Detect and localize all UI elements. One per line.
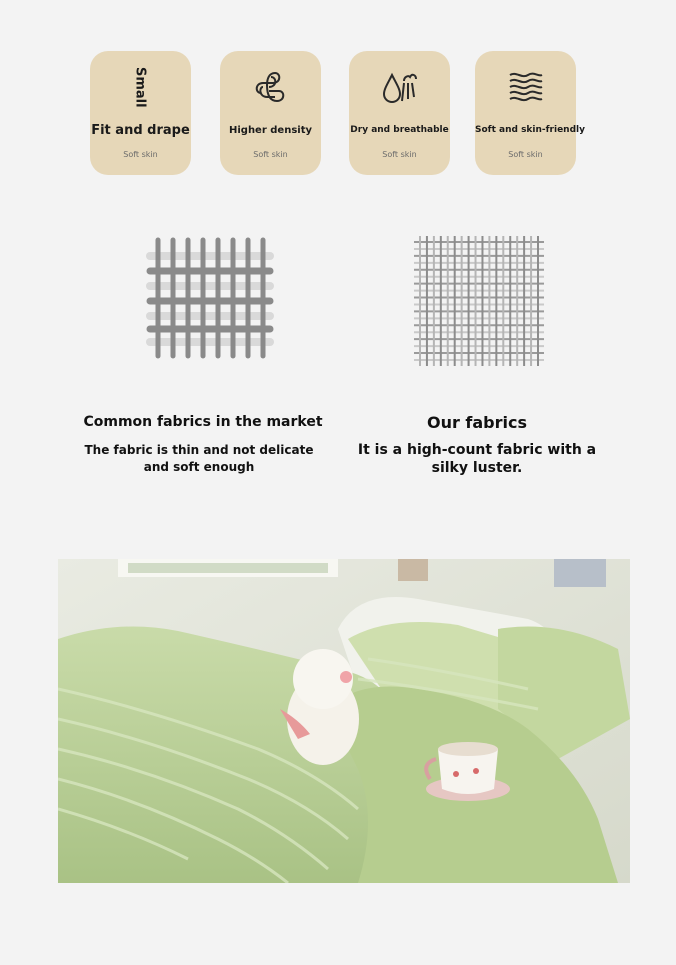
feature-card-breathable: [349, 51, 450, 175]
coarse-weave-icon: [140, 232, 280, 362]
feature-label: Soft and skin-friendly: [475, 125, 585, 135]
waves-icon: [506, 67, 546, 107]
fine-weave-icon: [414, 236, 544, 366]
feature-label: Higher density: [228, 125, 312, 136]
common-fabrics-desc: The fabric is thin and not delicate and soft enough: [84, 443, 314, 474]
bedding-photo: [58, 559, 630, 883]
feature-card-skin-friendly: [475, 51, 585, 175]
feature-card-fit: [90, 51, 191, 175]
feature-sub: Soft skin: [382, 150, 417, 159]
infinity-knot-icon: [251, 67, 291, 107]
feature-sub: Soft skin: [508, 150, 543, 159]
feature-card-density: [220, 51, 321, 175]
small-label: Small: [132, 67, 148, 108]
feature-sub: Soft skin: [123, 150, 158, 159]
our-fabrics-desc: It is a high-count fabric with a silky luster.: [357, 442, 597, 476]
droplet-icon: [380, 67, 420, 107]
our-fabrics-title: Our fabrics: [426, 413, 528, 432]
common-fabrics-title: Common fabrics in the market: [83, 414, 323, 430]
feature-sub: Soft skin: [253, 150, 288, 159]
feature-label: Fit and drape: [91, 123, 190, 138]
feature-label: Dry and breathable: [350, 125, 449, 135]
